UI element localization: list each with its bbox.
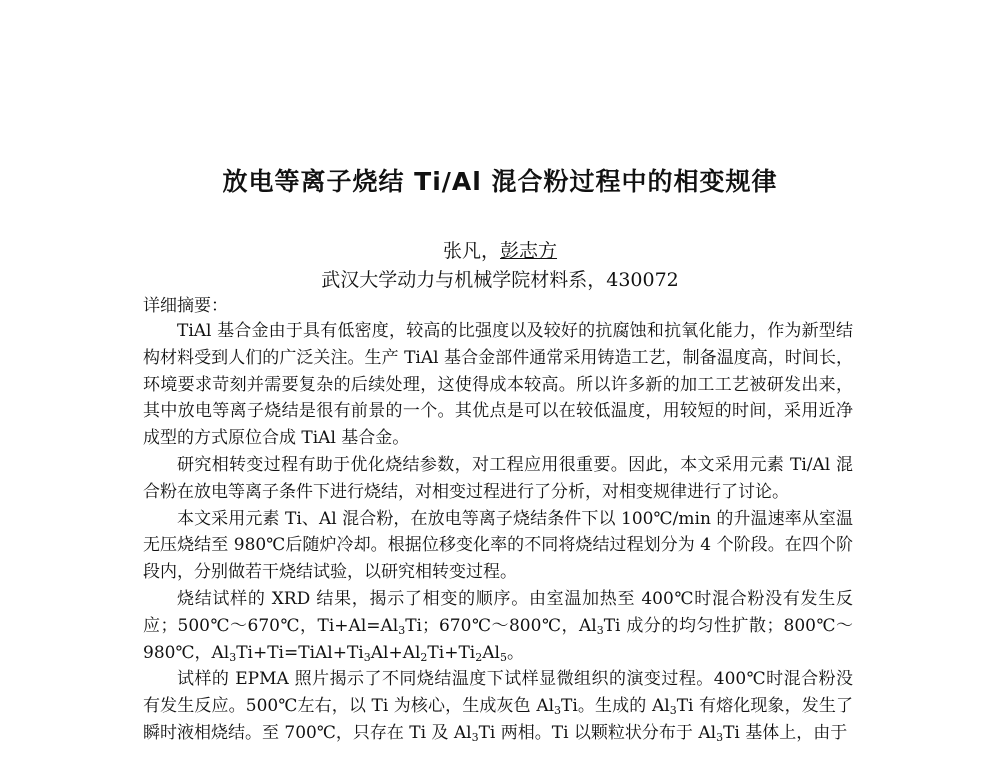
paper-title: 放电等离子烧结 Ti/Al 混合粉过程中的相变规律 [222, 167, 778, 196]
paragraph-epma: 试样的 EPMA 照片揭示了不同烧结温度下试样显微组织的演变过程。400℃时混合粉没有发生反应。500℃左右，以 Ti 为核心，生成灰色 $Al_3Ti$。生成的 $Al_3Ti$ 有熔化现象，发生了瞬时液相烧结。至 700℃，只存在 Ti 及 $Al_3Ti$ 两相。Ti 以颗粒状分布于 $Al_3Ti$ 基体上，由于 [143, 669, 853, 744]
affiliation: 武汉大学动力与机械学院材料系，430072 [321, 269, 679, 291]
author-second: 彭志方 [500, 240, 558, 262]
paragraph-3: 本文采用元素 Ti、Al 混合粉，在放电等离子烧结条件下以 100℃/min 的升温速率从室温无压烧结至 980℃后随炉冷却。根据位移变化率的不同将烧结过程划分为 4 个阶段。在四个阶段内，分别做若干烧结试验，以研究相转变过程。 [143, 508, 853, 583]
author-first: 张凡， [442, 240, 500, 262]
paragraph-xrd: 烧结试样的 XRD 结果，揭示了相变的顺序。由室温加热至 400℃时混合粉没有发生反应；500℃～670℃，$Ti+Al=Al_3Ti$；670℃～800℃，$Al_3Ti$ 成分的均匀性扩散；800℃～980℃，$Al_3Ti+Ti=TiAl+Ti_3Al+Al_2Ti+Ti_2Al_5$。 [143, 588, 853, 664]
paragraph-1: TiAl 基合金由于具有低密度，较高的比强度以及较好的抗腐蚀和抗氧化能力，作为新型结构材料受到人们的广泛关注。生产 TiAl 基合金部件通常采用铸造工艺，制备温度高，时间长，环境要求苛刻并需要复杂的后续处理，这使得成本较高。所以许多新的加工工艺被研发出来，其中放电等离子烧结是很有前景的一个。其优点是可以在较低温度，用较短的时间，采用近净成型的方式原位合成 TiAl 基合金。 [143, 321, 853, 449]
abstract-label: 详细摘要： [143, 296, 228, 316]
paragraph-2: 研究相转变过程有助于优化烧结参数，对工程应用很重要。因此，本文采用元素 Ti/Al 混合粉在放电等离子条件下进行烧结，对相变过程进行了分析，对相变规律进行了讨论。 [143, 454, 853, 502]
authors [0, 236, 1000, 263]
abstract-body [143, 318, 853, 747]
